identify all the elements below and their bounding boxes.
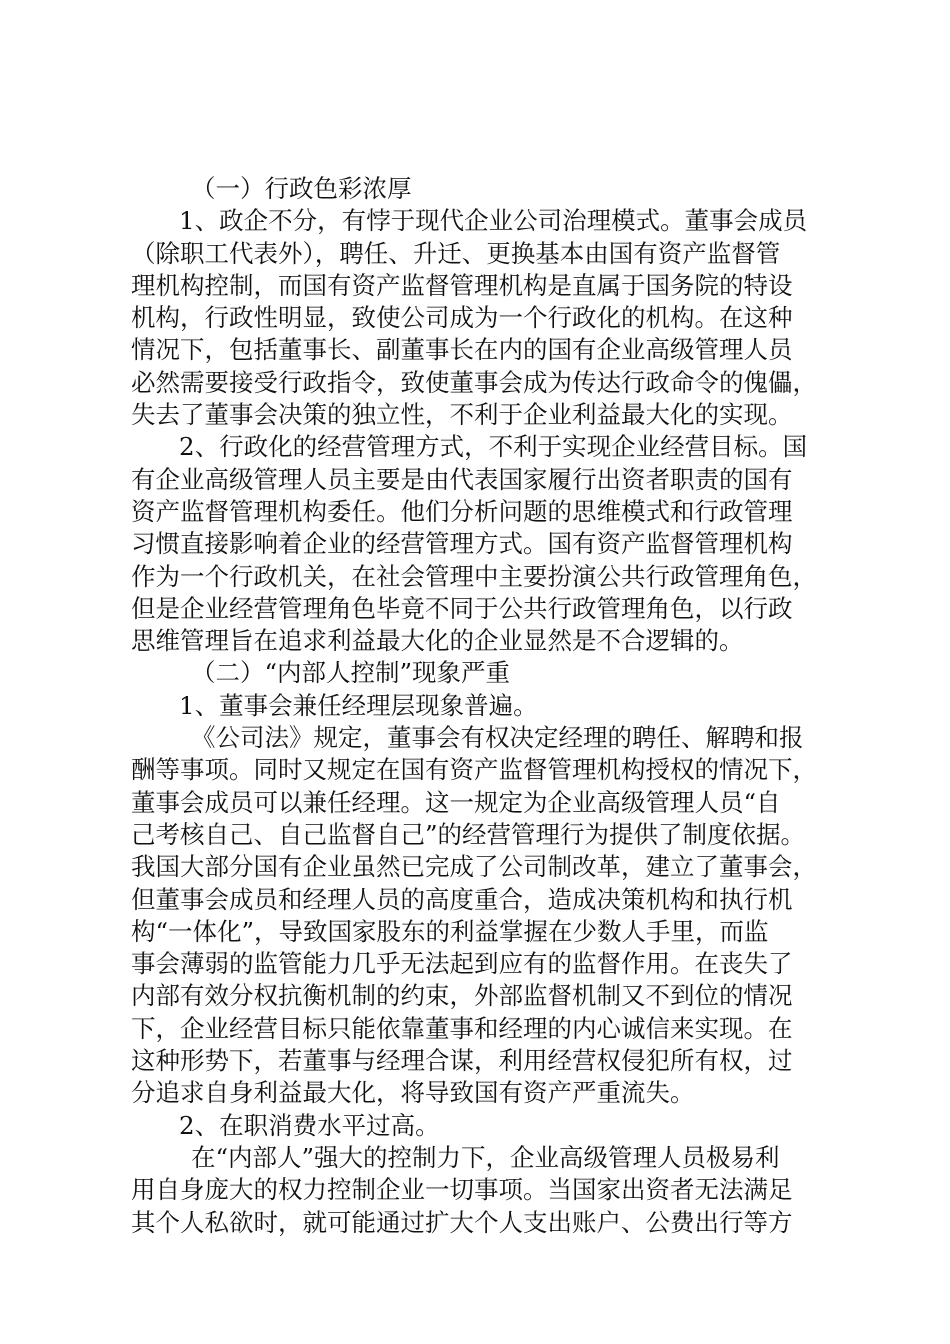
- paragraph-line: 我国大部分国有企业虽然已完成了公司制改革，建立了董事会，: [131, 852, 817, 882]
- paragraph-line: 但是企业经营管理角色毕竟不同于公共行政管理角色，以行政: [131, 593, 793, 623]
- paragraph-line: 但董事会成员和经理人员的高度重合，造成决策机构和执行机: [131, 884, 793, 914]
- paragraph-line: 己考核自己、自己监督自己”的经营管理行为提供了制度依据。: [131, 819, 806, 849]
- section-heading-2: （二）“内部人控制”现象严重: [191, 658, 511, 688]
- paragraph-line: 董事会成员可以兼任经理。这一规定为企业高级管理人员“自: [131, 787, 781, 817]
- paragraph-line: 理机构控制，而国有资产监督管理机构是直属于国务院的特设: [131, 270, 793, 300]
- paragraph-line: 在“内部人”强大的控制力下，企业高级管理人员极易利: [191, 1142, 780, 1172]
- paragraph-line: （除职工代表外），聘任、升迁、更换基本由国有资产监督管: [131, 238, 781, 268]
- paragraph-line: 《公司法》规定，董事会有权决定经理的聘任、解聘和报: [191, 723, 804, 753]
- paragraph-line: 内部有效分权抗衡机制的约束，外部监督机制又不到位的情况: [131, 981, 793, 1011]
- paragraph-line: 情况下，包括董事长、副董事长在内的国有企业高级管理人员: [131, 335, 793, 365]
- paragraph-line: 习惯直接影响着企业的经营管理方式。国有资产监督管理机构: [131, 529, 793, 559]
- subheading: 2、在职消费水平过高。: [179, 1110, 440, 1140]
- paragraph-line: 思维管理旨在追求利益最大化的企业显然是不合逻辑的。: [131, 626, 744, 656]
- paragraph-line: 机构，行政性明显，致使公司成为一个行政化的机构。在这种: [131, 303, 793, 333]
- paragraph-line: 必然需要接受行政指令，致使董事会成为传达行政命令的傀儡，: [131, 367, 817, 397]
- paragraph-line: 资产监督管理机构委任。他们分析问题的思维模式和行政管理: [131, 496, 793, 526]
- paragraph-line: 这种形势下，若董事与经理合谋，利用经营权侵犯所有权，过: [131, 1046, 793, 1076]
- paragraph-line: 分追求自身利益最大化，将导致国有资产严重流失。: [131, 1078, 695, 1108]
- paragraph-line: 下，企业经营目标只能依靠董事和经理的内心诚信来实现。在: [131, 1013, 793, 1043]
- paragraph-line: 其个人私欲时，就可能通过扩大个人支出账户、公费出行等方: [131, 1207, 793, 1237]
- paragraph-line: 失去了董事会决策的独立性，不利于企业利益最大化的实现。: [131, 400, 793, 430]
- paragraph-line: 构“一体化”，导致国家股东的利益掌握在少数人手里，而监: [131, 916, 769, 946]
- paragraph-line: 有企业高级管理人员主要是由代表国家履行出资者职责的国有: [131, 464, 793, 494]
- paragraph-line: 酬等事项。同时又规定在国有资产监督管理机构授权的情况下，: [131, 755, 817, 785]
- body-text: [131, 173, 831, 1239]
- subheading: 1、董事会兼任经理层现象普遍。: [179, 690, 538, 720]
- paragraph-line: 2、行政化的经营管理方式，不利于实现企业经营目标。国: [179, 432, 808, 462]
- section-heading-1: （一）行政色彩浓厚: [191, 174, 412, 203]
- paragraph-line: 1、政企不分，有悖于现代企业公司治理模式。董事会成员: [179, 206, 808, 236]
- paragraph-line: 用自身庞大的权力控制企业一切事项。当国家出资者无法满足: [131, 1175, 793, 1205]
- paragraph-line: 事会薄弱的监管能力几乎无法起到应有的监督作用。在丧失了: [131, 949, 793, 979]
- paragraph-line: 作为一个行政机关，在社会管理中主要扮演公共行政管理角色，: [131, 561, 817, 591]
